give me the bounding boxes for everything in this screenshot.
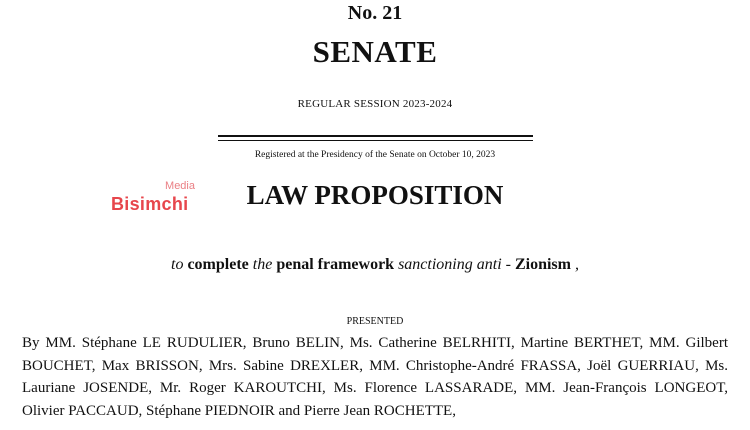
subject-word: ,	[574, 256, 579, 273]
subject-word: Zionism	[514, 256, 571, 273]
presented-label: PRESENTED	[346, 316, 404, 327]
subject-line	[0, 256, 750, 274]
subject-word: to	[171, 256, 184, 273]
subject-word: -	[505, 256, 511, 273]
subject-word: sanctioning anti	[398, 256, 502, 273]
document-type-title: LAW PROPOSITION	[246, 180, 504, 210]
watermark-media-text: Media	[165, 180, 195, 192]
watermark-brand-text: Bisimchi	[111, 194, 189, 214]
header-rule-thick	[218, 135, 533, 137]
header-rule-thin	[218, 140, 533, 141]
document-number: No. 21	[347, 2, 403, 24]
registration-note: Registered at the Presidency of the Senate on October 10, 2023	[254, 150, 496, 160]
subject-word: penal framework	[276, 256, 395, 273]
session-label: REGULAR SESSION 2023-2024	[297, 98, 453, 110]
chamber-title: SENATE	[312, 34, 438, 69]
subject-word: complete	[187, 256, 249, 273]
authors-paragraph: By MM. Stéphane LE RUDULIER, Bruno BELIN, Ms. Catherine BELRHITI, Martine BERTHET, MM. Gilbert BOUCHET, Max BRISSON, Mrs. Sabine DREXLER, MM. Christophe-André FRASSA, Joël GUERRIAU, Ms. Lauriane JOSENDE, Mr. Roger KAROUTCHI, Ms. Florence LASSARADE, MM. Jean-François LONGEOT, Olivier PACCAUD, Stéphane PIEDNOIR and Pierre Jean ROCHETTE,	[22, 335, 728, 419]
subject-word: the	[252, 256, 273, 273]
